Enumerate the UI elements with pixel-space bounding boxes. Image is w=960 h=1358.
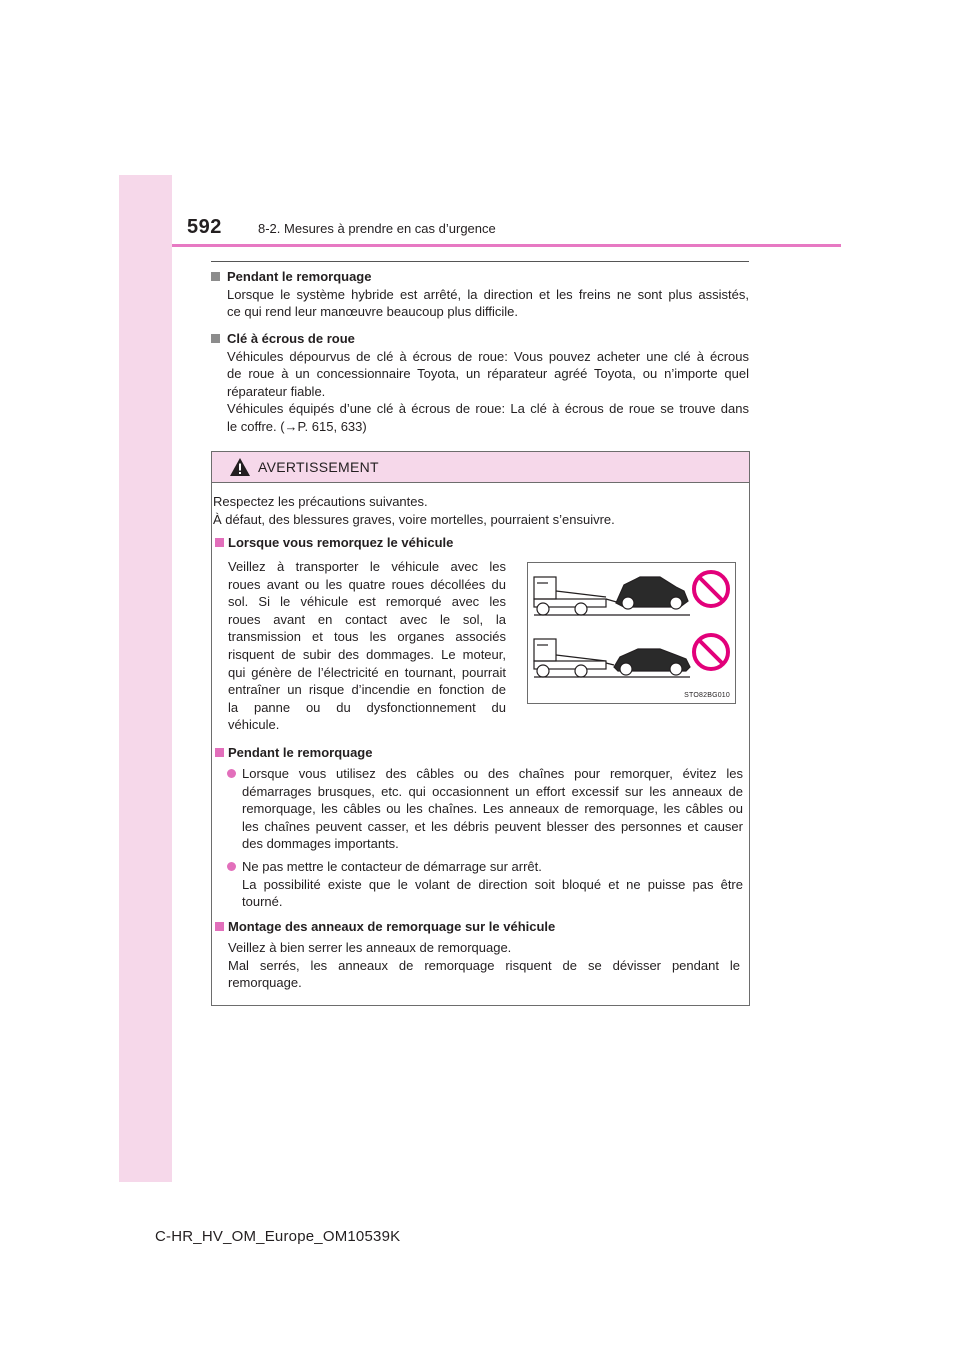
bullet-1 [212,765,743,853]
bullet-item [212,765,743,853]
text-line: À défaut, des blessures graves, voire mortelles, pourraient s’ensuivre. [213,511,615,527]
text-line: tourné. [242,894,283,910]
text-line: la panne ou du dysfonctionnement du [228,699,506,715]
warning-header [212,452,749,483]
section-body [211,348,749,436]
text-line: risquent de subir des dommages. Le moteur, [228,646,506,662]
text-line: Véhicules dépourvus de clé à écrous de roue: Vous pouvez acheter une clé à écrous [227,348,749,364]
section-title: 8-2. Mesures à prendre en cas d’urgence [258,221,496,236]
text-line: Mal serrés, les anneaux de remorquage risquent de se dévisser pendant le [228,957,740,973]
text-line: qui génère de l’électricité en tournant, pourrait [228,664,506,680]
text-line: Respectez les précautions suivantes. [213,494,428,509]
section-body [211,286,749,321]
text-line: roues avant en contact avec le sol, la [228,611,506,627]
during-heading-block [212,744,749,762]
section-pendant-remorquage [211,268,749,321]
top-divider [211,261,749,262]
text-line: ce qui rend leur manœuvre beaucoup plus difficile. [227,304,518,320]
towing-illustration [527,562,736,704]
footer-doc-id: C-HR_HV_OM_Europe_OM10539K [155,1228,401,1245]
text-line: de roue à un concessionnaire Toyota, un réparateur agréé Toyota, ou n’importe quel [227,366,749,382]
prohibition-icon [694,635,728,669]
text-line: entraîner un risque d’incendie en fonction de [228,682,506,698]
text-line: roues avant ou les quatre roues décollées du [228,576,506,592]
text-line: Ne pas mettre le contacteur de démarrage sur arrêt. [242,859,542,874]
page-number: 592 [187,216,222,238]
text-line: sol. Si le véhicule est remorqué avec les [228,594,506,610]
side-tab-band [119,175,172,1182]
bullet-2 [212,858,743,911]
mount-text [228,939,740,992]
text-line: Veillez à transporter le véhicule avec les [228,559,506,574]
text-line: démarrages brusques, etc. qui occasionnent un effort excessif sur les anneaux de [242,783,743,799]
text-line: Lorsque vous utilisez des câbles ou des chaînes pour remorquer, évitez les [242,766,743,781]
text-line: remorquage. [228,975,302,991]
text-line: La possibilité existe que le volant de direction soit bloqué et ne puisse pas être [242,876,743,892]
text-line: les chaînes peuvent casser, et les débris peuvent blesser des personnes et causer [242,818,743,834]
text-line: Véhicules équipés d’une clé à écrous de roue: La clé à écrous de roue se trouve dans [227,401,749,417]
text-line: le coffre. (→P. 615, 633) [227,418,367,434]
towing-heading: Lorsque vous remorquez le véhicule [212,534,749,552]
text-line: véhicule. [228,717,280,733]
towing-heading-block [212,534,749,552]
mount-heading-block [212,918,749,936]
warning-intro [212,493,749,528]
during-heading: Pendant le remorquage [212,744,749,762]
image-code: STO82BG010 [684,692,730,699]
bullet-item [212,858,743,911]
mount-heading: Montage des anneaux de remorquage sur le véhicule [212,918,749,936]
text-line: remorquage, les câbles ou les chaînes. Les anneaux de remorquage, les câbles ou [242,801,743,817]
tow-truck-illustration [528,563,735,703]
text-line: des dommages importants. [242,836,399,852]
section-heading: Clé à écrous de roue [211,330,749,348]
section-cle-ecrous [211,330,749,436]
section-heading: Pendant le remorquage [211,268,749,286]
warning-label: AVERTISSEMENT [258,459,379,475]
towing-text [228,558,506,734]
text-line: Veillez à bien serrer les anneaux de remorquage. [228,940,512,955]
text-line: réparateur fiable. [227,383,326,399]
prohibition-icon [694,572,728,606]
text-line: transmission et tous les organes associés [228,629,506,645]
header-rule [172,244,841,247]
warning-triangle-icon [229,457,251,477]
warning-box [211,451,750,1006]
text-line: Lorsque le système hybride est arrêté, la direction et les freins ne sont plus assistés, [227,286,749,302]
